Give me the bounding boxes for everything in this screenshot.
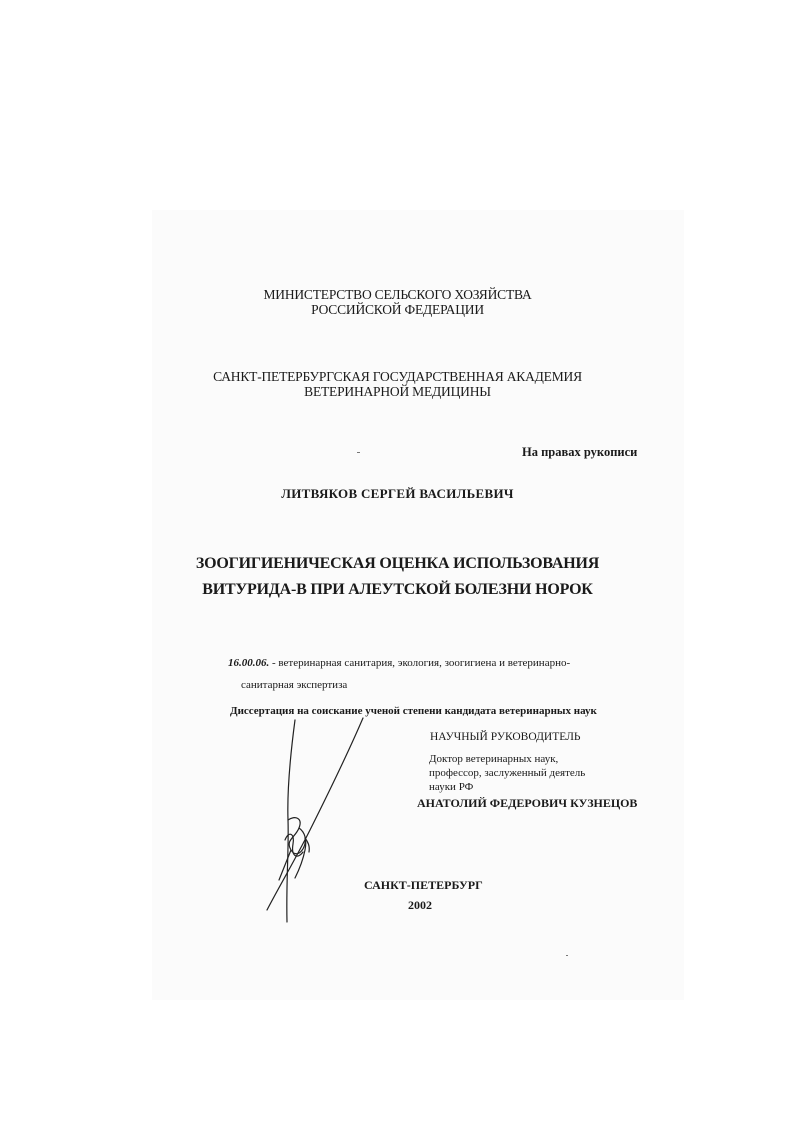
city: САНКТ-ПЕТЕРБУРГ	[364, 878, 483, 892]
title-line-1: ЗООГИГИЕНИЧЕСКАЯ ОЦЕНКА ИСПОЛЬЗОВАНИЯ	[195, 555, 600, 572]
academy-line-2: ВЕТЕРИНАРНОЙ МЕДИЦИНЫ	[304, 384, 491, 399]
ministry-line-1: МИНИСТЕРСТВО СЕЛЬСКОГО ХОЗЯЙСТВА	[263, 287, 532, 302]
specialty-line-1	[228, 657, 570, 669]
dissertation-title	[0, 551, 795, 603]
ministry-line-2: РОССИЙСКОЙ ФЕДЕРАЦИИ	[311, 302, 484, 317]
academy-heading	[0, 369, 795, 399]
ministry-heading	[0, 287, 795, 317]
supervisor-degree	[429, 752, 585, 794]
scan-speck	[566, 955, 568, 956]
specialty-text: - ветеринарная санитария, экология, зоогигиена и ветеринарно-	[269, 657, 571, 669]
supervisor-degree-line-1: Доктор ветеринарных наук,	[429, 753, 559, 765]
title-line-2: ВИТУРИДА-В ПРИ АЛЕУТСКОЙ БОЛЕЗНИ НОРОК	[202, 581, 593, 598]
manuscript-note: На правах рукописи	[522, 445, 638, 459]
dissertation-type: Диссертация на соискание ученой степени кандидата ветеринарных наук	[230, 705, 597, 717]
academy-line-1: САНКТ-ПЕТЕРБУРГСКАЯ ГОСУДАРСТВЕННАЯ АКАДЕМИЯ	[213, 369, 582, 384]
specialty-line-2: санитарная экспертиза	[241, 679, 348, 691]
supervisor-label: НАУЧНЫЙ РУКОВОДИТЕЛЬ	[430, 731, 581, 743]
specialty-code: 16.00.06.	[228, 657, 270, 669]
scan-speck	[357, 452, 360, 453]
handwritten-signature	[255, 710, 375, 930]
year: 2002	[408, 898, 432, 912]
author-name: ЛИТВЯКОВ СЕРГЕЙ ВАСИЛЬЕВИЧ	[281, 486, 514, 501]
supervisor-name: АНАТОЛИЙ ФЕДЕРОВИЧ КУЗНЕЦОВ	[417, 796, 638, 810]
supervisor-degree-line-3: науки РФ	[429, 781, 474, 793]
supervisor-degree-line-2: профессор, заслуженный деятель	[429, 767, 586, 779]
